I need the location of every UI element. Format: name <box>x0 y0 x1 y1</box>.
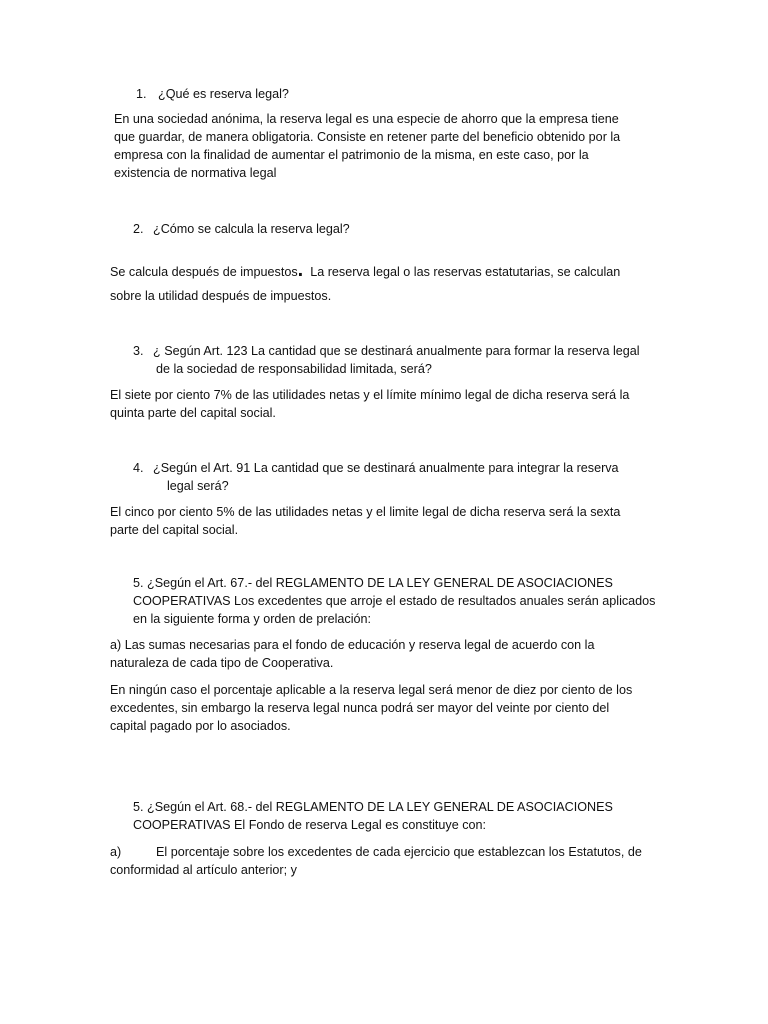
answer-line: sobre la utilidad después de impuestos. <box>110 289 332 303</box>
answer-line: parte del capital social. <box>110 523 239 537</box>
question-line: legal será? <box>167 479 229 493</box>
answer-5-art-67-a <box>110 636 594 672</box>
answer-line: excedentes, sin embargo la reserva legal nunca podrá ser mayor del veinte por ciento del <box>110 701 610 715</box>
answer-line: conformidad al artículo anterior; y <box>110 863 297 877</box>
answer-period: . <box>297 259 304 281</box>
question-number: 4. <box>133 461 144 475</box>
answer-5-art-67-b <box>110 681 632 735</box>
answer-line: En una sociedad anónima, la reserva legal es una especie de ahorro que la empresa tiene <box>114 112 619 126</box>
answer-line: a) Las sumas necesarias para el fondo de educación y reserva legal de acuerdo con la <box>110 638 595 652</box>
question-4 <box>133 459 619 495</box>
question-3 <box>133 342 640 378</box>
answer-line: En ningún caso el porcentaje aplicable a la reserva legal será menor de diez por ciento de los <box>110 683 633 697</box>
question-1 <box>136 85 289 103</box>
answer-line <box>110 259 621 281</box>
answer-part: La reserva legal o las reservas estatutarias, se calculan <box>310 265 621 279</box>
answer-line <box>110 843 642 861</box>
answer-line: El siete por ciento 7% de las utilidades netas y el límite mínimo legal de dicha reserva será la <box>110 388 630 402</box>
question-line: COOPERATIVAS Los excedentes que arroje el estado de resultados anuales serán aplicados <box>133 594 656 608</box>
answer-4 <box>110 503 620 539</box>
answer-line: quinta parte del capital social. <box>110 406 276 420</box>
question-5-art-67 <box>133 574 655 628</box>
answer-part: Se calcula después de impuestos <box>110 265 298 279</box>
question-line: 5. ¿Según el Art. 67.- del REGLAMENTO DE LA LEY GENERAL DE ASOCIACIONES <box>133 576 613 590</box>
item-text: El porcentaje sobre los excedentes de cada ejercicio que establezcan los Estatutos, de <box>156 845 642 859</box>
question-number: 2. <box>133 222 144 236</box>
question-line: ¿ Según Art. 123 La cantidad que se destinará anualmente para formar la reserva legal <box>153 344 640 358</box>
answer-2 <box>110 259 621 305</box>
question-line: 5. ¿Según el Art. 68.- del REGLAMENTO DE LA LEY GENERAL DE ASOCIACIONES <box>133 800 613 814</box>
question-2 <box>133 220 350 238</box>
question-text <box>153 342 640 378</box>
answer-3 <box>110 386 629 422</box>
answer-line: empresa con la finalidad de aumentar el patrimonio de la misma, en este caso, por la <box>114 148 589 162</box>
question-line: en la siguiente forma y orden de prelación: <box>133 612 372 626</box>
question-text: ¿Cómo se calcula la reserva legal? <box>153 222 350 236</box>
question-text: ¿Qué es reserva legal? <box>158 87 289 101</box>
answer-line: naturaleza de cada tipo de Cooperativa. <box>110 656 334 670</box>
answer-line: El cinco por ciento 5% de las utilidades netas y el limite legal de dicha reserva será la sexta <box>110 505 621 519</box>
question-line: COOPERATIVAS El Fondo de reserva Legal es constituye con: <box>133 818 487 832</box>
answer-line: que guardar, de manera obligatoria. Consiste en retener parte del beneficio obtenido por la <box>114 130 621 144</box>
answer-5-art-68 <box>110 843 642 879</box>
answer-line: existencia de normativa legal <box>114 166 277 180</box>
question-text <box>153 459 619 495</box>
question-line: ¿Según el Art. 91 La cantidad que se destinará anualmente para integrar la reserva <box>153 461 619 475</box>
answer-line: capital pagado por lo asociados. <box>110 719 291 733</box>
question-5-art-68 <box>133 798 613 834</box>
item-label: a) <box>110 845 122 859</box>
answer-1 <box>114 110 620 182</box>
question-line: de la sociedad de responsabilidad limitada, será? <box>156 362 432 376</box>
question-number: 3. <box>133 344 144 358</box>
question-number: 1. <box>136 87 147 101</box>
